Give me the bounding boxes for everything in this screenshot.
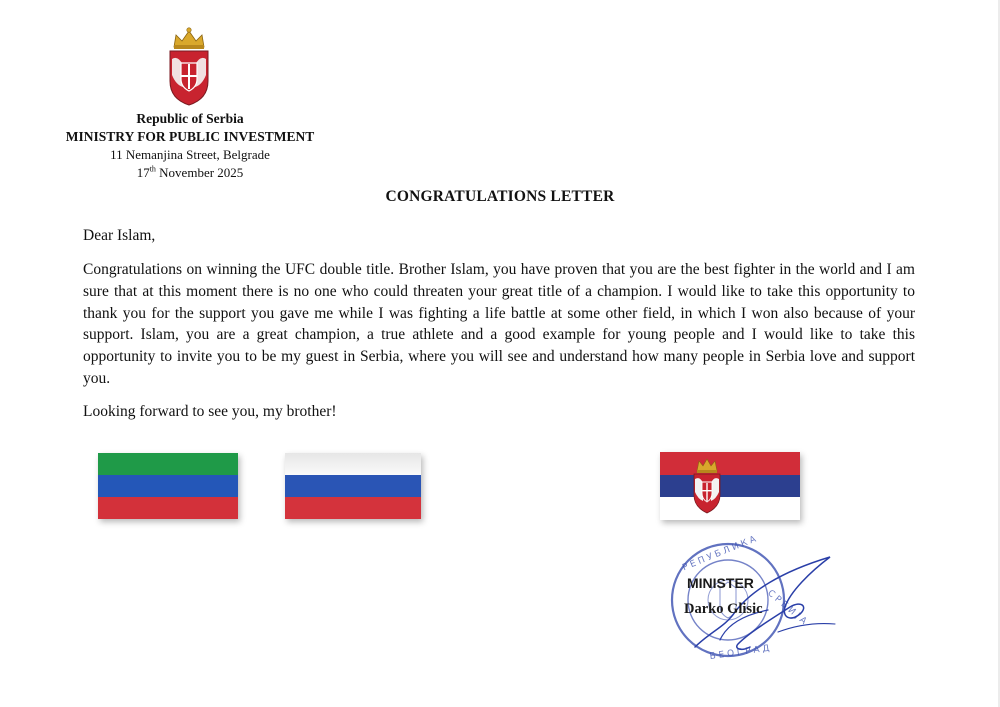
dagestan-flag <box>98 453 238 519</box>
salutation: Dear Islam, <box>83 227 156 244</box>
flag-stripe-white <box>285 453 421 475</box>
flag-stripe-red <box>98 497 238 519</box>
signatory-role: MINISTER <box>687 575 754 591</box>
country-name: Republic of Serbia <box>136 111 244 126</box>
date-rest: November 2025 <box>155 165 244 180</box>
letter-date <box>40 164 340 182</box>
flag-stripe-red <box>660 452 800 475</box>
letter-title: CONGRATULATIONS LETTER <box>385 188 615 205</box>
svg-text:Р Е П У Б Л И К А: Р Е П У Б Л И К А <box>681 534 758 574</box>
ministry-address: 11 Nemanjina Street, Belgrade <box>110 147 270 162</box>
letterhead <box>40 110 340 182</box>
svg-text:Б Е О Г Р А Д: Б Е О Г Р А Д <box>709 643 771 663</box>
flag-stripe-blue <box>285 475 421 497</box>
ministry-name: MINISTRY FOR PUBLIC INVESTMENT <box>65 129 315 144</box>
flag-stripe-green <box>98 453 238 475</box>
flag-stripe-red <box>285 497 421 519</box>
letter-body: Congratulations on winning the UFC double title. Brother Islam, you have proven that you are the best fighter in the world and I am sure that at this moment there is no one who could threaten your great title of a champion. I would like to take this opportunity to thank you for the support you gave me while I was fighting a life battle at some other field, in which I won also because of your support. Islam, you are a great champion, a true athlete and a good example for young people and I would like to take this opportunity to invite you to be my guest in Serbia, where you will see and understand how many people in Serbia love and support you. <box>83 261 915 387</box>
date-suffix: th <box>149 164 156 174</box>
flag-stripe-blue <box>98 475 238 497</box>
serbia-coat-of-arms-icon <box>164 25 214 107</box>
flag-stripe-blue <box>660 475 800 498</box>
flag-stripe-white <box>660 497 800 520</box>
date-day: 17 <box>136 165 150 180</box>
serbia-flag <box>660 452 800 520</box>
signature-block <box>684 570 784 622</box>
svg-text:С Р Б И Ј А: С Р Б И Ј А <box>765 588 809 627</box>
serbia-flag-emblem-icon <box>691 457 723 515</box>
closing-line: Looking forward to see you, my brother! <box>83 403 337 420</box>
russia-flag <box>285 453 421 519</box>
signatory-name: Darko Glisic <box>684 601 763 617</box>
